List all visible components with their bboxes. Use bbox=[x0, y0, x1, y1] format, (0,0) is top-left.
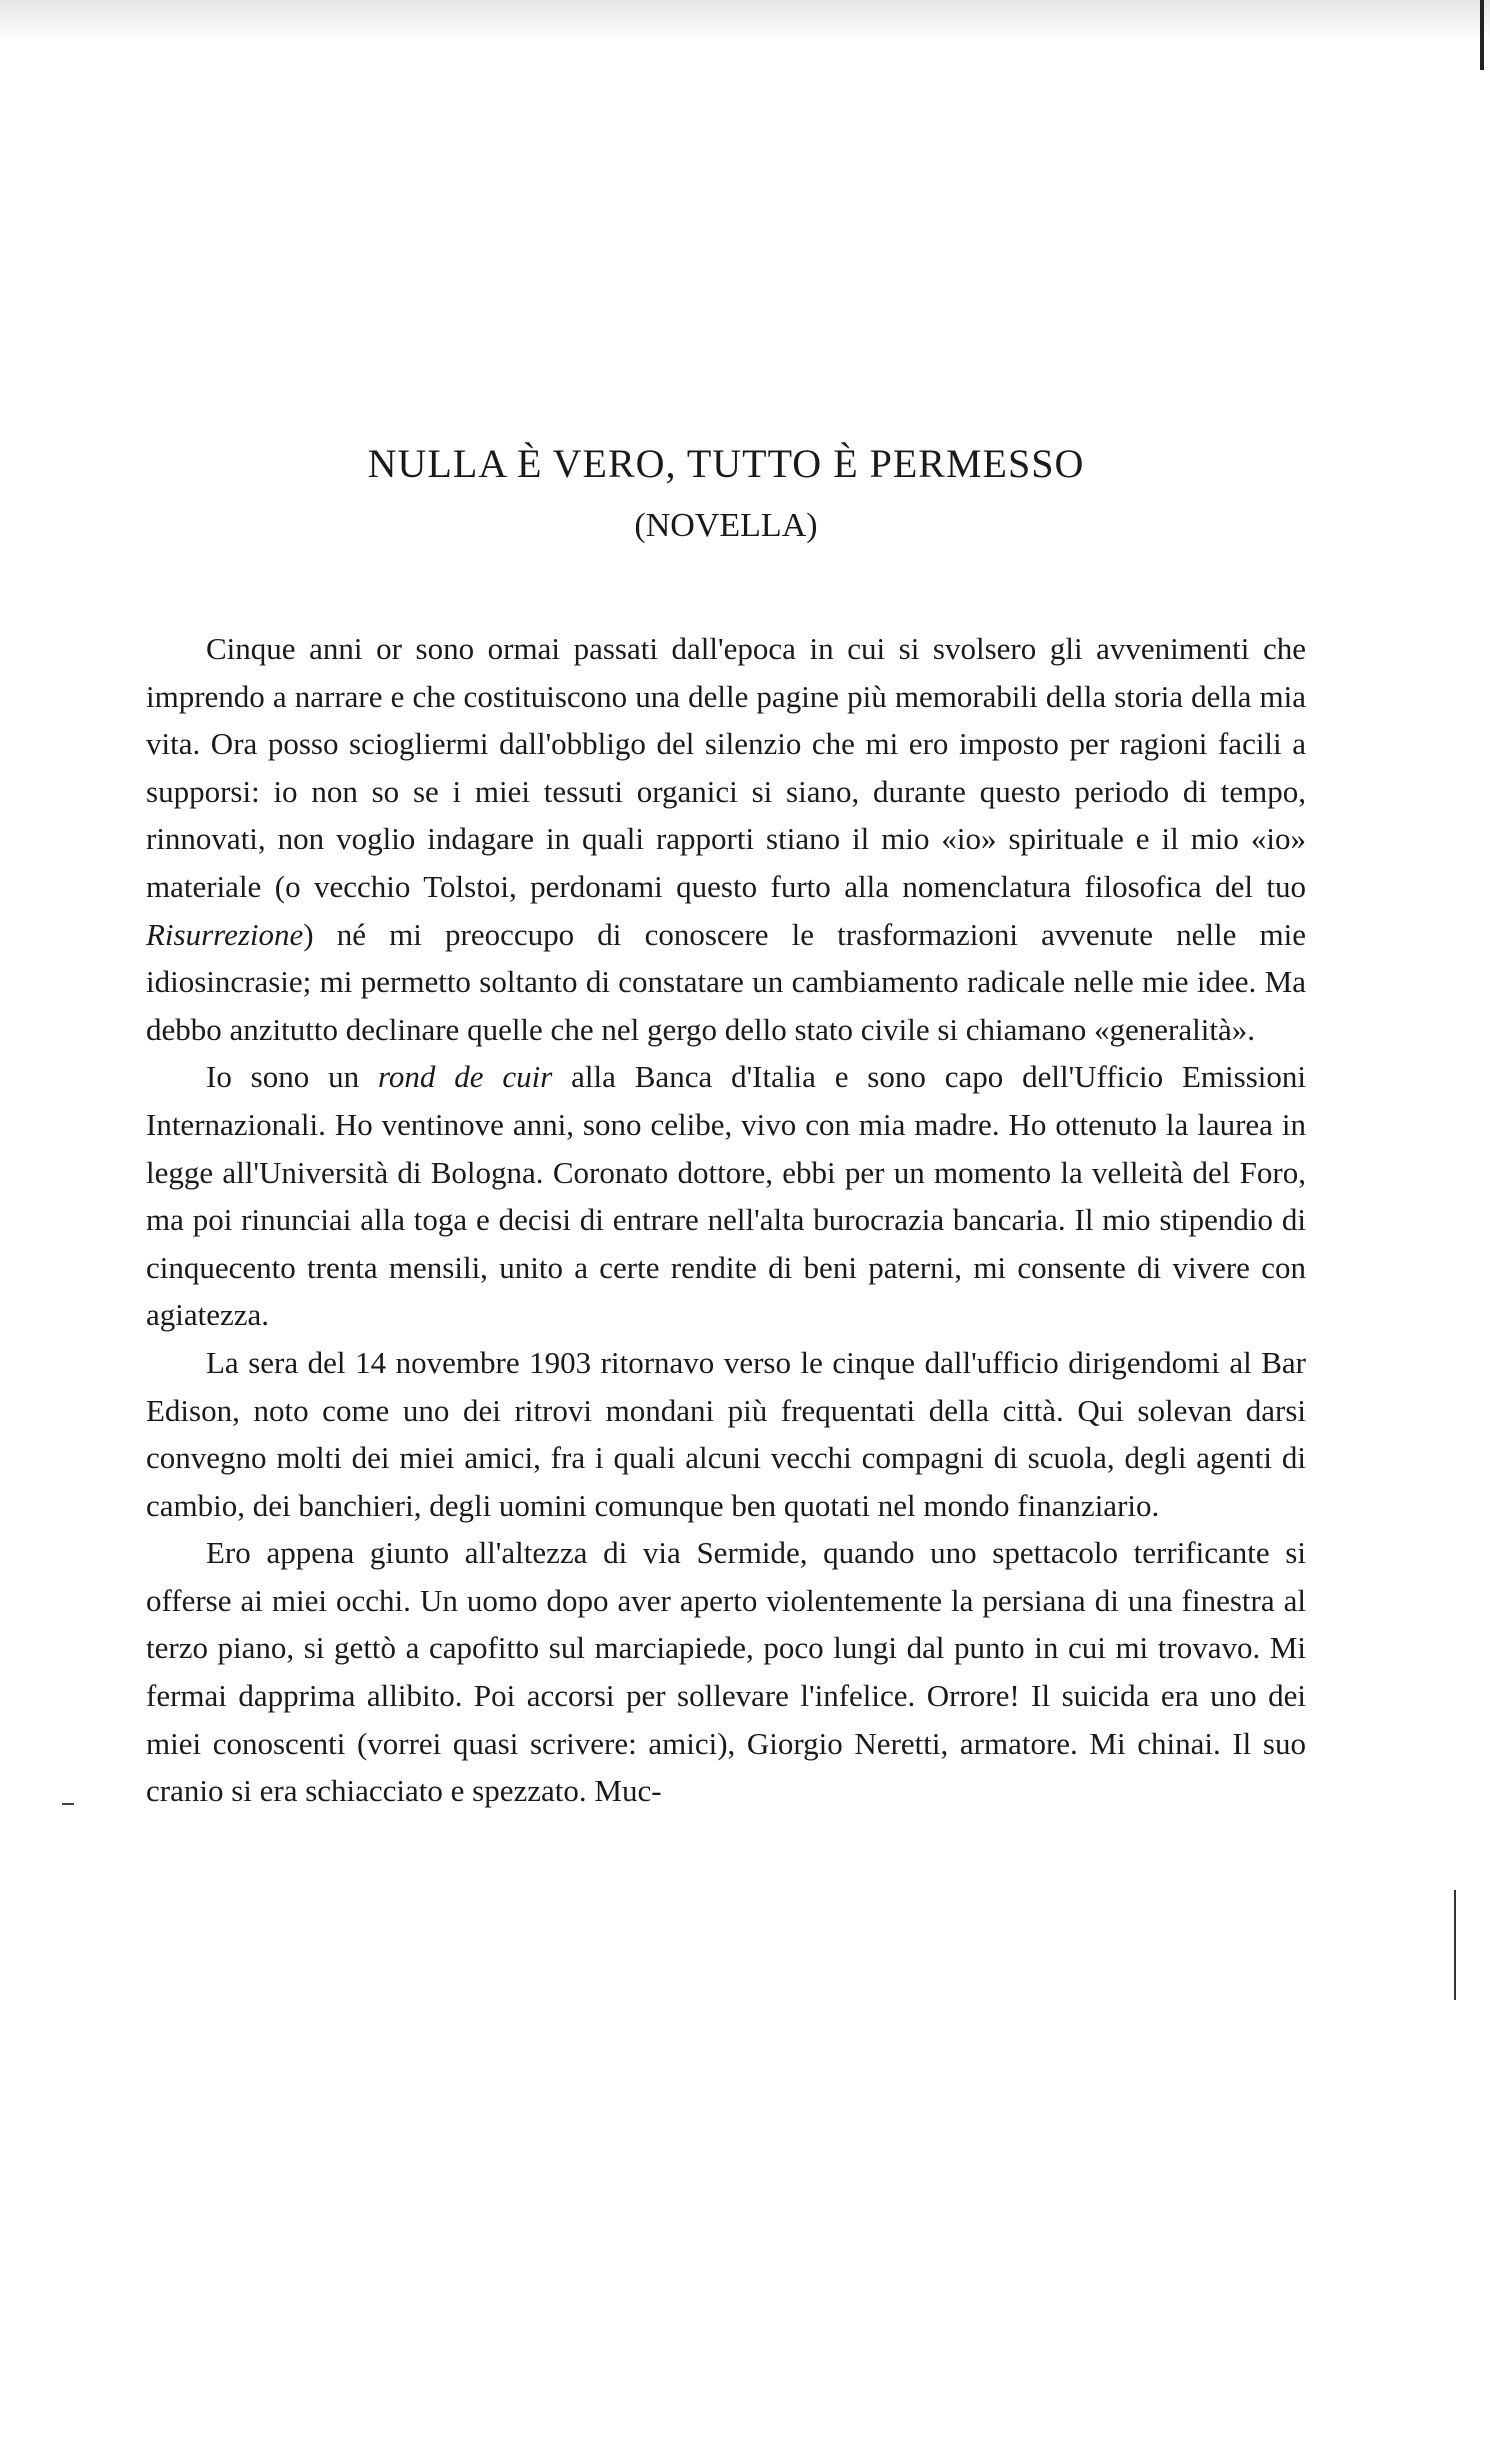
paragraph-2-italic: rond de cuir bbox=[377, 1059, 553, 1095]
paragraph-3: La sera del 14 novembre 1903 ritornavo verso le cinque dall'ufficio dirigendomi al Bar Edison, noto come uno dei ritrovi mondani più frequentati della città. Qui solevan darsi convegno molti dei miei amici, fra i quali alcuni vecchi compagni di scuola, degli agenti di cambio, dei banchieri, degli uomini comunque ben quotati nel mondo finanziario. bbox=[146, 1344, 1306, 1523]
page-body bbox=[146, 440, 1306, 1815]
paragraph-2 bbox=[146, 1053, 1306, 1339]
margin-dash bbox=[62, 1803, 74, 1805]
scan-top-shadow bbox=[0, 0, 1490, 40]
paragraph-2-text-b: alla Banca d'Italia e sono capo dell'Ufficio Emissioni Internazionali. Ho ventinove anni, sono celibe, vivo con mia madre. Ho ottenuto la laurea in legge all'Università di Bologna. Coronato dottore, ebbi per un momento la velleità del Foro, ma poi rinunciai alla toga e decisi di entrare nell'alta burocrazia bancaria. Il mio stipendio di cinquecento trenta mensili, unito a certe rendite di beni paterni, mi consente di vivere con agiatezza. bbox=[146, 1059, 1307, 1333]
paragraph-1-italic: Risurrezione bbox=[146, 916, 304, 952]
paragraph-1 bbox=[146, 625, 1306, 1053]
scan-edge-mark bbox=[1480, 0, 1484, 70]
margin-mark bbox=[1454, 1890, 1456, 2000]
page-subtitle: (NOVELLA) bbox=[634, 507, 818, 544]
paragraph-2-text-a: Io sono un bbox=[206, 1059, 378, 1095]
paragraph-1-text-b: ) né mi preoccupo di conoscere le trasformazioni avvenute nelle mie idiosincrasie; mi permetto soltanto di constatare un cambiamento radicale nelle mie idee. Ma debbo anzitutto declinare quelle che nel gergo dello stato civile si chiamano «generalità». bbox=[146, 916, 1306, 1047]
paragraph-1-text-a: Cinque anni or sono ormai passati dall'epoca in cui si svolsero gli avvenimenti che imprendo a narrare e che costituiscono una delle pagine più memorabili della storia della mia vita. Ora posso sciogliermi dall'obbligo del silenzio che mi ero imposto per ragioni facili a supporsi: io non so se i miei tessuti organici si siano, durante questo periodo di tempo, rinnovati, non voglio indagare in quali rapporti stiano il mio «io» spirituale e il mio «io» materiale (o vecchio Tolstoi, perdonami questo furto alla nomenclatura filosofica del tuo bbox=[146, 631, 1306, 904]
paragraph-4: Ero appena giunto all'altezza di via Sermide, quando uno spettacolo terrificante si offerse ai miei occhi. Un uomo dopo aver aperto violentemente la persiana di una finestra al terzo piano, si gettò a capofitto sul marciapiede, poco lungi dal punto in cui mi trovavo. Mi fermai dapprima allibito. Poi accorsi per sollevare l'infelice. Orrore! Il suicida era uno dei miei conoscenti (vorrei quasi scrivere: amici), Giorgio Neretti, armatore. Mi chinai. Il suo cranio si era schiacciato e spezzato. Muc- bbox=[146, 1535, 1306, 1809]
page-title: NULLA È VERO, TUTTO È PERMESSO bbox=[367, 441, 1085, 486]
